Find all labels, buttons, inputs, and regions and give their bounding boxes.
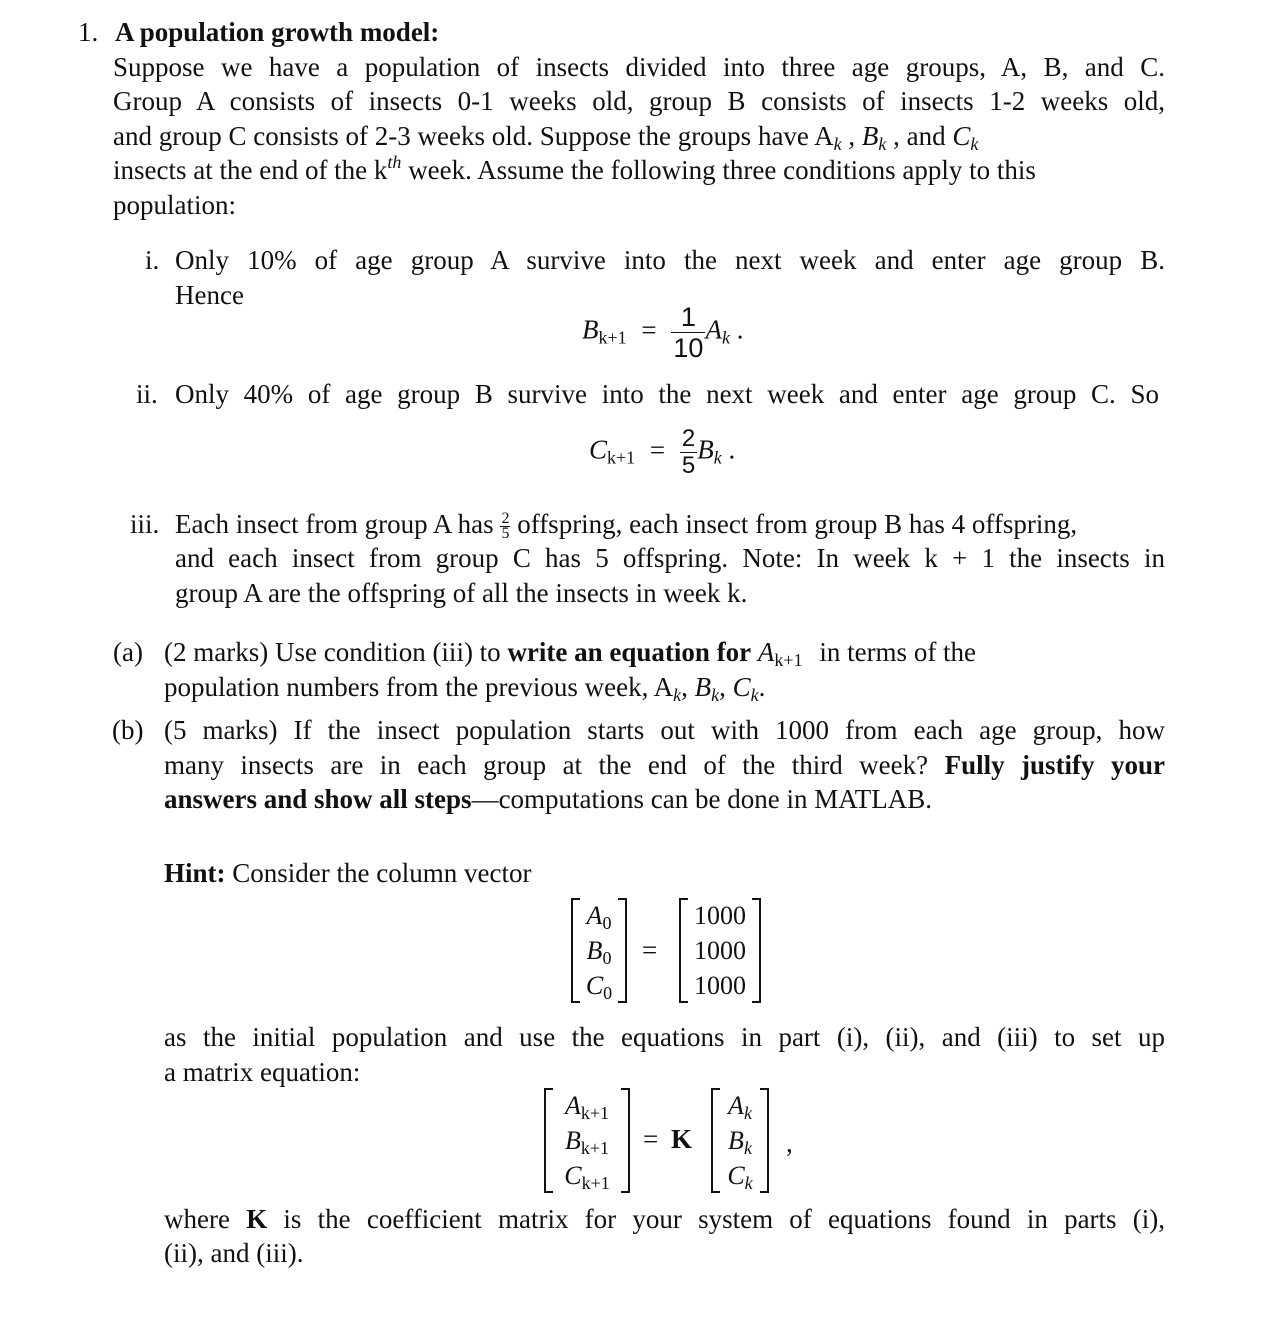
curr-var-c: $C_k$ — [727, 1161, 753, 1193]
initial-var-a: $A_0$ — [586, 901, 612, 933]
condition-i-numeral: i. — [145, 245, 160, 275]
equation-ii-rhs: B — [697, 434, 714, 465]
condition-ii-text: Only 40% of age group B survive into the next week and enter age group C. So — [175, 379, 1159, 409]
equation-ii-rhs-sub: k — [713, 447, 722, 468]
condition-iii-numeral: iii. — [130, 509, 160, 539]
initial-value-b: 1000 — [694, 936, 746, 965]
where-a: where — [164, 1204, 230, 1234]
part-a-var-sub: k+1 — [774, 650, 803, 670]
intro-line-4: insects at the end of the $k^{th}$ week. Assume the following three conditions apply to this — [113, 152, 1036, 185]
equation-i-den: 10 — [673, 333, 704, 363]
part-a-label: (a) — [113, 637, 143, 667]
part-b-line-2 — [164, 748, 1165, 782]
condition-ii-numeral: ii. — [136, 379, 158, 409]
problem-number: 1. — [78, 17, 99, 47]
part-a-var: A — [757, 637, 775, 667]
intro-line-2: Group A consists of insects 0-1 weeks old, group B consists of insects 1-2 weeks old, — [113, 86, 1165, 116]
initial-value-a: 1000 — [694, 901, 746, 930]
equation-i-lhs: B — [582, 314, 599, 345]
part-b-line-1: (5 marks) If the insect population starts out with 1000 from each age group, how — [164, 715, 1165, 745]
offspring-fraction-num: 2 — [501, 510, 510, 528]
where-line-2: (ii), and (iii). — [164, 1238, 304, 1268]
equation-i-rhs-sub: k — [721, 327, 730, 348]
intro-line-3: and group C consists of 2-3 weeks old. Suppose the groups have $A_k$ , $B_k$ , and $C_k$ — [113, 121, 979, 154]
part-b-line-3-bold: answers and show all steps — [164, 784, 472, 814]
where-matrix-symbol: K — [246, 1204, 268, 1234]
intro-line-5: population: — [113, 190, 236, 220]
part-a-bold: write an equation for — [507, 637, 752, 667]
initial-vars-vector — [571, 898, 627, 1003]
part-a-line-2-text: population numbers from the previous week, A — [164, 672, 674, 702]
curr-var-b: $B_k$ — [728, 1126, 752, 1158]
equation-ii-num: 2 — [681, 425, 696, 452]
part-a-line-2: population numbers from the previous week, $A_k$, $B_k$, $C_k$. — [164, 672, 766, 705]
next-week-vector — [544, 1088, 630, 1193]
condition-iii-line-3: group A are the offspring of all the insects in week k. — [175, 578, 748, 608]
next-var-b: $B_{k+1}$ — [564, 1126, 610, 1158]
part-b-label: (b) — [112, 715, 144, 745]
next-var-a: $A_{k+1}$ — [564, 1091, 610, 1123]
part-b-line-2b: Fully justify your — [944, 750, 1166, 780]
intro-line-4-text: insects at the end of the k — [113, 155, 388, 185]
condition-iii-line-2: and each insect from group C has 5 offspring. Note: In week k + 1 the insects in — [175, 543, 1165, 573]
initial-var-c: $C_0$ — [585, 971, 613, 1003]
equation-i-lhs-sub: k+1 — [598, 327, 627, 348]
condition-iii-line-1b: offspring, each insect from group B has 4 offspring, — [517, 509, 1078, 539]
intro-line-1: Suppose we have a population of insects divided into three age groups, A, B, and C. — [113, 52, 1165, 82]
matrix-equation-equals: = — [643, 1124, 659, 1154]
current-week-vector — [711, 1088, 769, 1193]
initial-values-vector — [679, 898, 761, 1003]
part-a-line-1 — [164, 635, 1166, 669]
matrix-equation-comma: , — [786, 1128, 793, 1158]
hint-label: Hint: — [164, 858, 226, 888]
equation-ii-lhs-sub: k+1 — [607, 447, 636, 468]
next-var-c: $C_{k+1}$ — [564, 1161, 610, 1193]
condition-iii-line-1a: Each insect from group A has — [175, 509, 494, 539]
hint-after-line-1: as the initial population and use the equations in part (i), (ii), and (iii) to set up — [164, 1022, 1165, 1052]
part-a-marks: (2 marks) Use condition (iii) to — [164, 637, 501, 667]
where-line-1 — [164, 1202, 1165, 1236]
offspring-fraction — [500, 512, 510, 541]
equation-ii-den: 5 — [681, 452, 696, 479]
equation-ii-fraction — [680, 426, 697, 479]
curr-var-a: $A_k$ — [728, 1091, 752, 1123]
equation-i-num: 1 — [671, 302, 705, 333]
coefficient-matrix-symbol: K — [671, 1124, 693, 1154]
condition-i-text: Only 10% of age group A survive into the next week and enter age group B. — [175, 245, 1165, 275]
where-b: is the coefficient matrix for your system of equations found in parts (i), — [283, 1204, 1166, 1234]
hint-after-line-2: a matrix equation: — [164, 1057, 361, 1087]
hint-text: Consider the column vector — [232, 858, 532, 888]
equation-ii: $C_{k+1}$ = $\frac{2}{5}$ $B_k$ . — [589, 425, 736, 479]
condition-iii-line-1 — [175, 507, 1165, 541]
offspring-fraction-den: 5 — [501, 525, 510, 543]
equation-i-rhs: A — [705, 314, 722, 345]
part-a-tail: in terms of the — [819, 637, 977, 667]
intro-line-3-text: and group C consists of 2-3 weeks old. Suppose the groups have A — [113, 121, 834, 151]
equation-ii-lhs: C — [589, 434, 608, 465]
condition-i-cont: Hence — [175, 280, 244, 310]
problem-title: A population growth model: — [115, 17, 440, 47]
part-b-line-3 — [164, 782, 932, 816]
equation-i-fraction — [671, 302, 705, 363]
initial-equals: = — [642, 935, 658, 965]
part-b-line-2a: many insects are in each group at the end of the third week? — [164, 750, 929, 780]
part-b-line-3-rest: —computations can be done in MATLAB. — [471, 784, 932, 814]
equation-i: $B_{k+1}$ = $\frac{1}{10}$ $A_k$ . — [582, 302, 744, 363]
hint-line — [164, 856, 531, 890]
initial-value-c: 1000 — [694, 971, 746, 1000]
problem-heading — [78, 15, 439, 49]
initial-var-b: $B_0$ — [586, 936, 612, 968]
